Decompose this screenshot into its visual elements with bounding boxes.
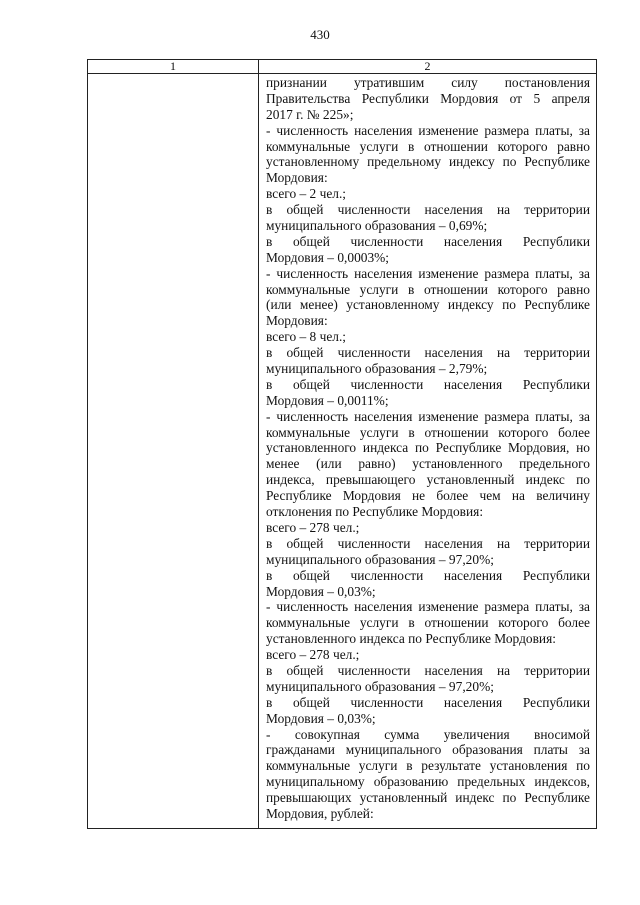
- table-cell-column-2: [266, 75, 590, 822]
- text-line: в общей численности населения Республики: [266, 233, 590, 249]
- text-line: коммунальные услуги в результате установления по: [266, 758, 590, 774]
- text-line: установленного индекса по Республике Мордовия:: [266, 631, 556, 647]
- text-line: - численность населения изменение размера платы, за: [266, 408, 590, 424]
- text-line: - численность населения изменение размера платы, за: [266, 265, 590, 281]
- text-line: в общей численности населения Республики: [266, 376, 590, 392]
- text-line: индекса, превышающего установленный индекс по: [266, 472, 590, 488]
- table-header-row: [88, 60, 596, 74]
- text-line: всего – 8 чел.;: [266, 329, 347, 345]
- text-line: муниципального образования – 2,79%;: [266, 361, 488, 377]
- text-line: всего – 278 чел.;: [266, 647, 360, 663]
- text-line: признании утратившим силу постановления: [266, 75, 590, 90]
- text-line: 2017 г. № 225»;: [266, 106, 354, 122]
- document-table: [87, 59, 597, 829]
- text-line: коммунальные услуги в отношении которого более: [266, 424, 590, 440]
- text-line: менее (или равно) установленного предельного: [266, 456, 590, 472]
- text-line: Мордовия:: [266, 313, 328, 329]
- text-line: - совокупная сумма увеличения вносимой: [266, 726, 590, 742]
- text-line: - численность населения изменение размера платы, за: [266, 122, 590, 138]
- text-line: превышающих установленный индекс по Республике: [266, 790, 590, 806]
- text-line: в общей численности населения на территории: [266, 345, 590, 361]
- text-line: в общей численности населения Республики: [266, 567, 590, 583]
- text-line: установленному предельному индексу по Республике: [266, 154, 590, 170]
- text-line: коммунальные услуги в отношении которого равно: [266, 281, 590, 297]
- text-line: муниципального образования – 97,20%;: [266, 551, 494, 567]
- text-line: всего – 278 чел.;: [266, 519, 360, 535]
- text-line: Мордовия – 0,03%;: [266, 710, 376, 726]
- text-line: Республике Мордовия не более чем на величину: [266, 488, 590, 504]
- text-line: коммунальные услуги в отношении которого более: [266, 615, 590, 631]
- column-1-header: 1: [170, 59, 176, 73]
- text-line: всего – 2 чел.;: [266, 186, 347, 202]
- text-line: коммунальные услуги в отношении которого равно: [266, 138, 590, 154]
- text-line: в общей численности населения на территории: [266, 535, 590, 551]
- text-line: муниципального образования – 0,69%;: [266, 218, 488, 234]
- text-line: отклонения по Республике Мордовия:: [266, 504, 484, 520]
- text-line: Правительства Республики Мордовия от 5 апреля: [266, 90, 590, 106]
- column-2-header: 2: [424, 59, 431, 73]
- text-line: (или менее) установленному индексу по Республике: [266, 297, 590, 313]
- page-number: 430: [310, 27, 330, 42]
- column-divider: [258, 60, 259, 828]
- text-line: Мордовия:: [266, 170, 328, 186]
- text-line: Мордовия – 0,0011%;: [266, 392, 389, 408]
- text-line: муниципальному образованию предельных индексов,: [266, 774, 590, 790]
- text-line: в общей численности населения на территории: [266, 202, 590, 218]
- text-line: установленного индекса по Республике Мордовия, но: [266, 440, 590, 456]
- text-line: в общей численности населения Республики: [266, 694, 590, 710]
- text-line: в общей численности населения на территории: [266, 662, 590, 678]
- text-line: - численность населения изменение размера платы, за: [266, 599, 590, 615]
- text-line: Мордовия – 0,03%;: [266, 583, 376, 599]
- text-line: гражданами муниципального образования платы за: [266, 742, 590, 758]
- text-line: Мордовия, рублей:: [266, 805, 374, 821]
- text-line: Мордовия – 0,0003%;: [266, 249, 390, 265]
- text-line: муниципального образования – 97,20%;: [266, 678, 494, 694]
